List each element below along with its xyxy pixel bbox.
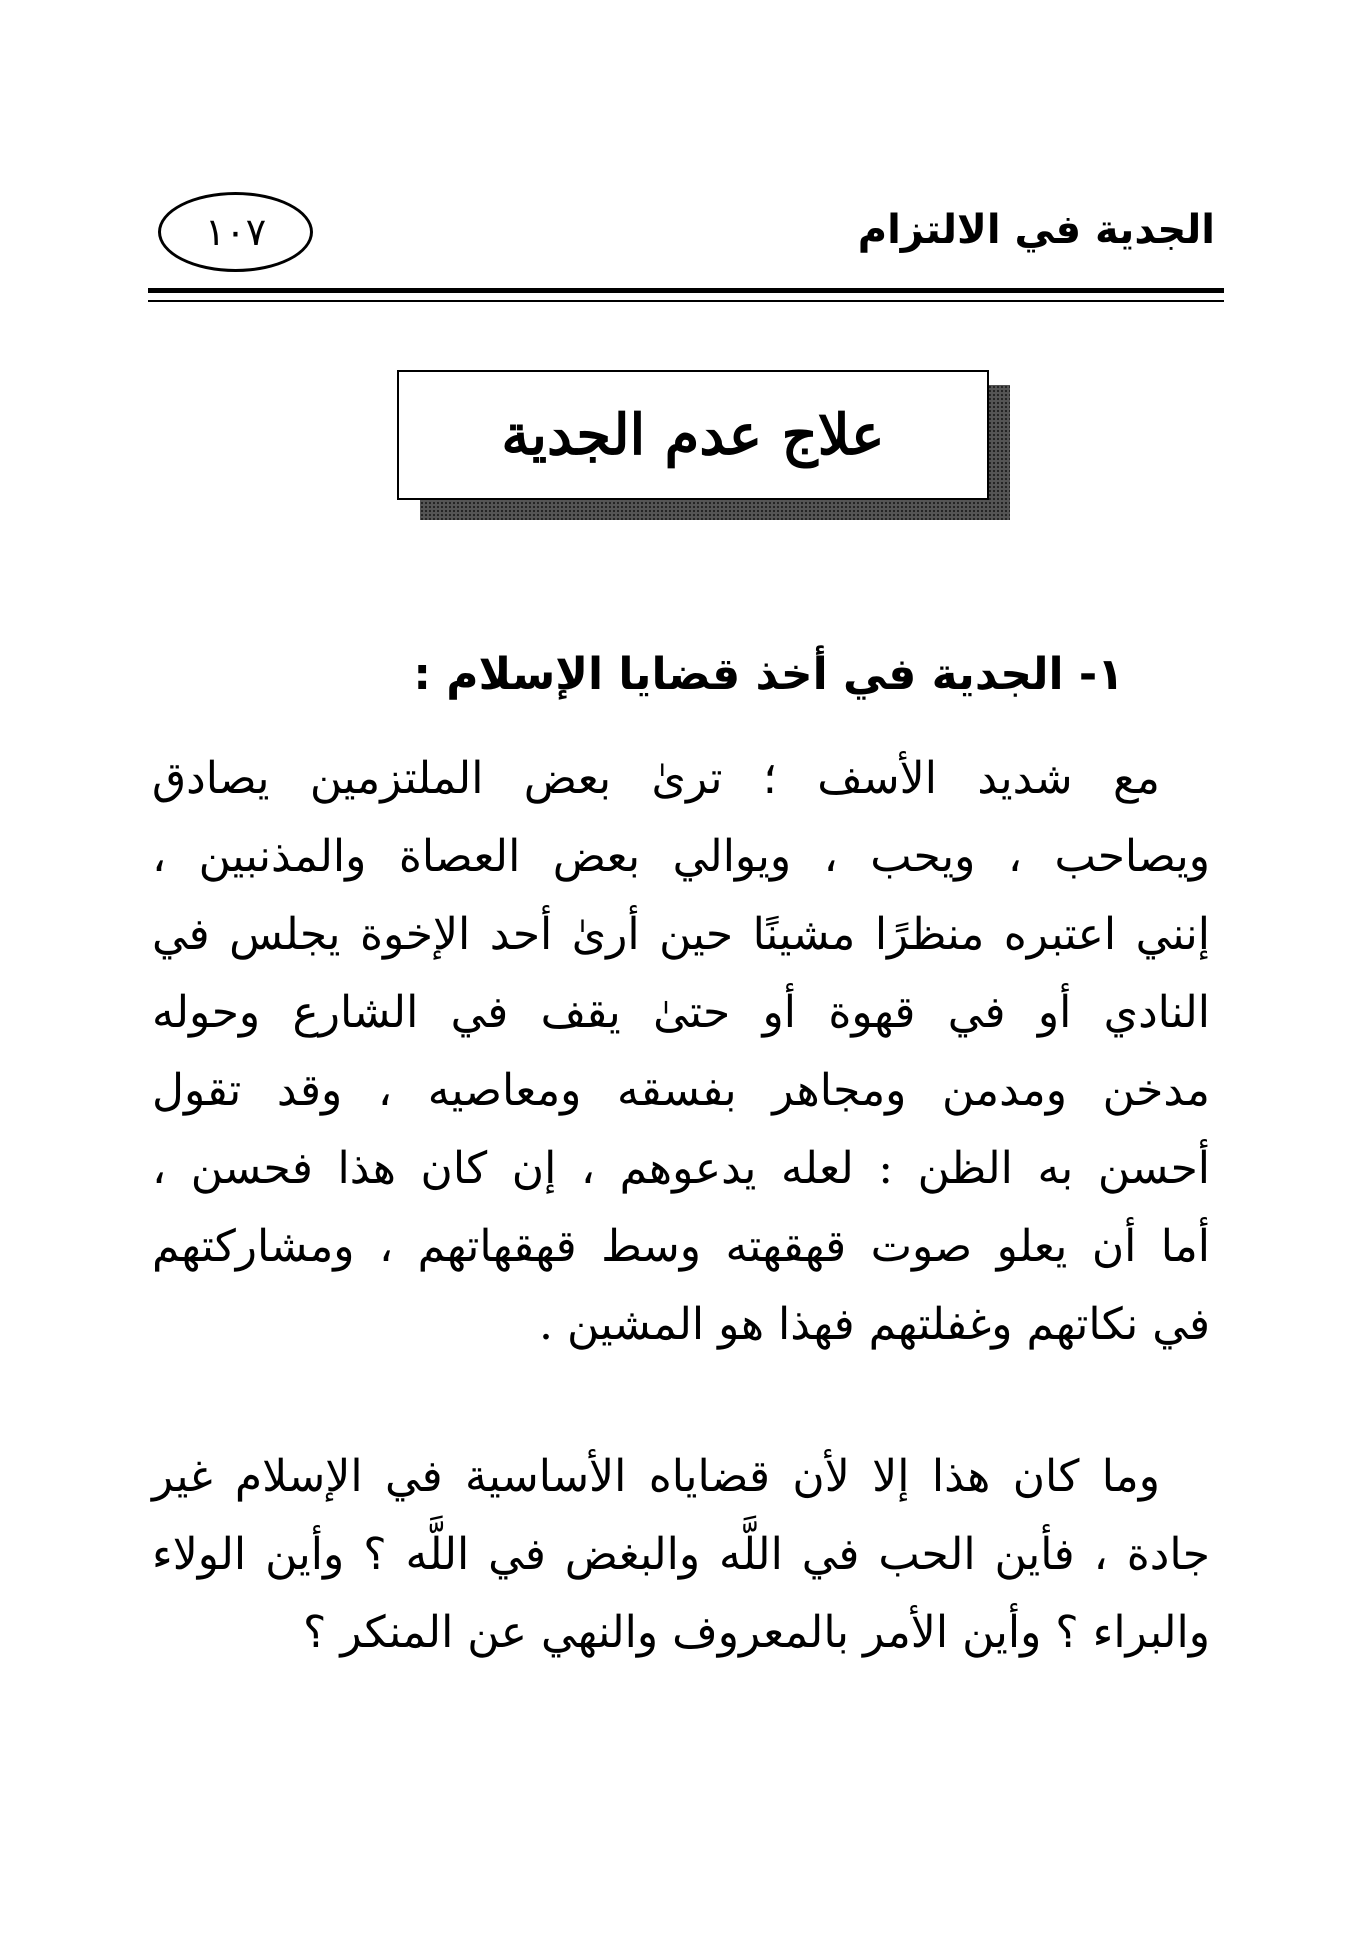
page-number: ١٠٧ [204,210,267,254]
paragraph-line: النادي أو في قهوة أو حتىٰ يقف في الشارع وحوله [152,987,1210,1038]
chapter-title: علاج عدم الجدية [501,402,885,468]
page-number-badge [158,192,313,272]
paragraph-line: جادة ، فأين الحب في اللَّه والبغض في اللَّه ؟ وأين الولاء [152,1529,1210,1580]
paragraph-line: مدخن ومدمن ومجاهر بفسقه ومعاصيه ، وقد تقول [152,1065,1210,1116]
paragraph-line: مع شديد الأسف ؛ ترىٰ بعض الملتزمين يصادق [152,753,1160,804]
running-head-title: الجدية في الالتزام [857,207,1215,253]
paragraph-1 [152,740,1210,1364]
paragraph-line: ويصاحب ، ويحب ، ويوالي بعض العصاة والمذنبين ، [152,831,1210,882]
paragraph-line: أما أن يعلو صوت قهقهته وسط قهقهاتهم ، ومشاركتهم [152,1221,1210,1272]
paragraph-line: في نكاتهم وغفلتهم فهذا هو المشين . [539,1299,1210,1350]
paragraph-line: أحسن به الظن : لعله يدعوهم ، إن كان هذا فحسن ، [152,1143,1210,1194]
paragraph-line: وما كان هذا إلا لأن قضاياه الأساسية في الإسلام غير [152,1451,1161,1502]
paragraph-2 [152,1438,1210,1672]
chapter-title-box [397,370,989,500]
paragraph-line: إنني اعتبره منظرًا مشينًا حين أرىٰ أحد الإخوة يجلس في [152,909,1210,960]
header-rule-thin [148,300,1224,302]
paragraph-line: والبراء ؟ وأين الأمر بالمعروف والنهي عن المنكر ؟ [303,1607,1210,1658]
header-rule-thick [148,288,1224,293]
section-heading: ١- الجدية في أخذ قضايا الإسلام : [413,649,1124,700]
